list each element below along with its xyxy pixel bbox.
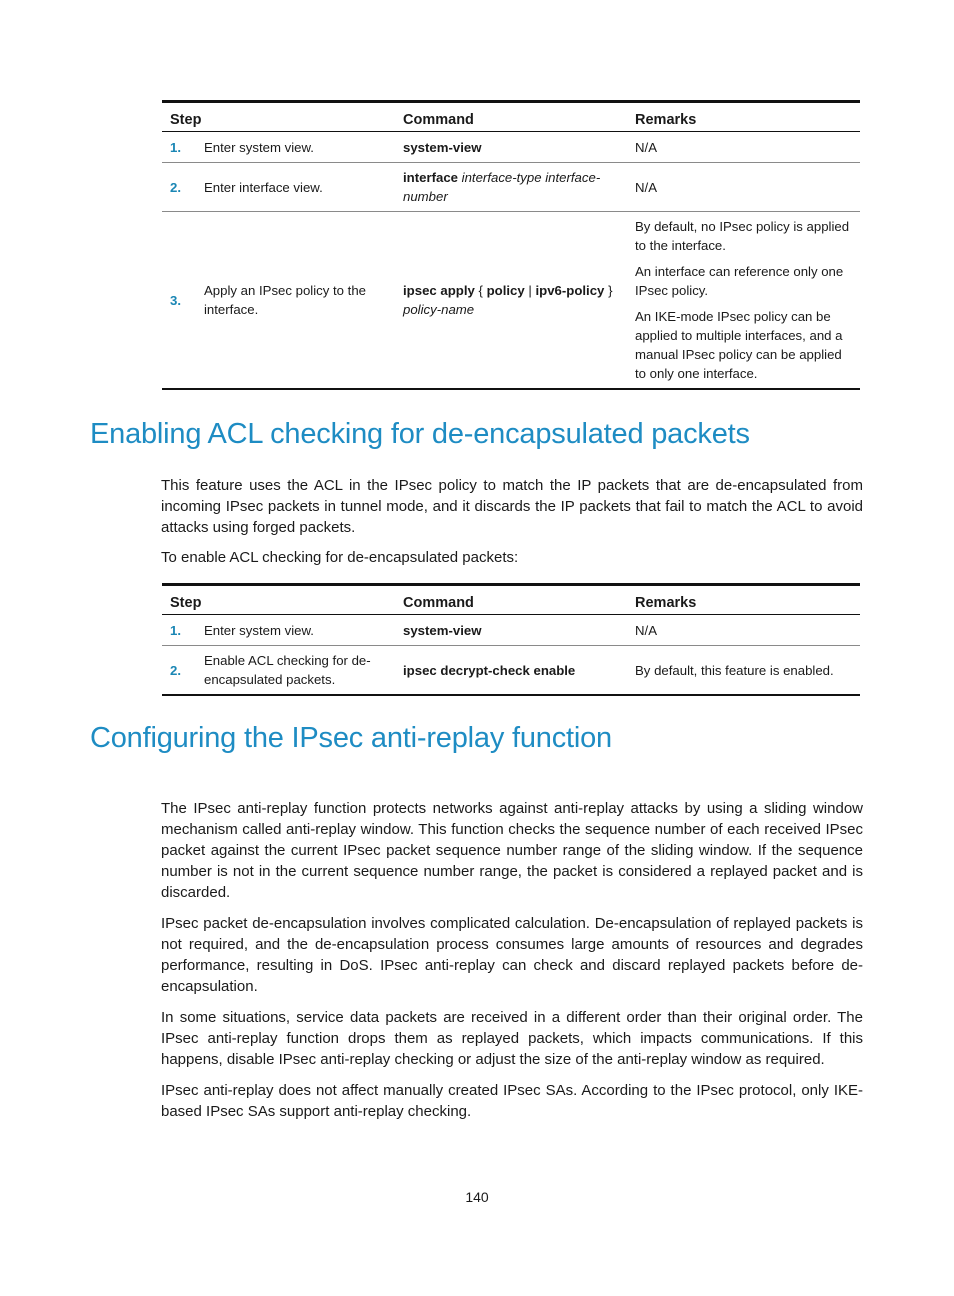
ipsec-apply-steps-table <box>162 100 860 390</box>
header-step: Step <box>162 102 395 132</box>
header-command: Command <box>395 102 627 132</box>
step-number: 1. <box>162 132 196 163</box>
table-row <box>162 212 860 390</box>
step-description: Enter system view. <box>196 132 395 163</box>
command-keyword: system-view <box>403 622 482 638</box>
step-command <box>395 132 627 163</box>
step-command <box>395 163 627 212</box>
step-number: 3. <box>162 212 196 390</box>
command-keyword: system-view <box>403 139 482 155</box>
table-header-row <box>162 102 860 132</box>
command-keyword: interface <box>403 170 458 185</box>
step-command <box>395 615 627 646</box>
command-keyword: policy <box>486 283 525 298</box>
page-number: 140 <box>465 1189 489 1205</box>
step-number: 1. <box>162 615 196 646</box>
body-paragraph: IPsec packet de-encapsulation involves complicated calculation. De-encapsulation of replayed packets is not required, and the de-encapsulation process consumes large amounts of resources and degrades performance, resulting in DoS. IPsec anti-replay can check and discard replayed packets before de-encapsulation. <box>161 915 863 995</box>
table-row <box>162 646 860 696</box>
acl-check-steps-table <box>162 583 860 696</box>
body-paragraph: To enable ACL checking for de-encapsulated packets: <box>161 549 519 566</box>
step-description: Apply an IPsec policy to the interface. <box>196 212 395 390</box>
table-row <box>162 132 860 163</box>
header-step: Step <box>162 585 395 615</box>
command-pipe: | <box>528 283 532 298</box>
step-number: 2. <box>162 646 196 696</box>
command-keyword: ipsec apply <box>403 283 475 298</box>
remark-text: An IKE-mode IPsec policy can be applied to multiple interfaces, and a manual IPsec policy can be applied to only one interface. <box>635 309 843 381</box>
table-row <box>162 163 860 212</box>
table-row <box>162 615 860 646</box>
step-description: Enter interface view. <box>196 163 395 212</box>
remark-text: An interface can reference only one IPsec policy. <box>635 264 844 298</box>
body-paragraph: The IPsec anti-replay function protects networks against anti-replay attacks by using a sliding window mechanism called anti-replay window. This function checks the sequence number of each received IPsec packet against the current IPsec packet sequence number range of the sliding window. If the sequence number is not in the current sequence number range, the packet is considered a replayed packet and is discarded. <box>161 800 863 901</box>
header-remarks: Remarks <box>627 585 860 615</box>
remark-text: By default, no IPsec policy is applied to the interface. <box>635 219 850 253</box>
command-argument: interface-type interface-number <box>403 170 601 204</box>
body-paragraph: This feature uses the ACL in the IPsec policy to match the IP packets that are de-encapsulated from incoming IPsec packets in tunnel mode, and it discards the IP packets that fail to match the ACL to avoid attacks using forged packets. <box>161 477 863 536</box>
command-keyword: ipv6-policy <box>535 283 605 298</box>
body-paragraph: IPsec anti-replay does not affect manually created IPsec SAs. According to the IPsec protocol, only IKE-based IPsec SAs support anti-replay checking. <box>161 1082 863 1120</box>
step-remarks: By default, this feature is enabled. <box>627 646 860 696</box>
table-header-row <box>162 585 860 615</box>
step-remarks: N/A <box>627 132 860 163</box>
command-keyword: ipsec decrypt-check enable <box>403 662 576 678</box>
step-description: Enter system view. <box>196 615 395 646</box>
step-command <box>395 646 627 696</box>
header-command: Command <box>395 585 627 615</box>
command-argument: policy-name <box>403 302 475 317</box>
command-brace-open: { <box>478 283 483 298</box>
command-brace-close: } <box>608 283 613 298</box>
step-remarks: N/A <box>627 163 860 212</box>
step-command <box>395 212 627 390</box>
step-remarks: N/A <box>627 615 860 646</box>
section-title-acl-checking: Enabling ACL checking for de-encapsulated packets <box>90 418 750 450</box>
body-paragraph: In some situations, service data packets are received in a different order than their original order. The IPsec anti-replay function drops them as replayed packets, which impacts communications. If this happens, disable IPsec anti-replay checking or adjust the size of the anti-replay window as required. <box>161 1009 863 1068</box>
step-number: 2. <box>162 163 196 212</box>
step-remarks <box>627 212 860 390</box>
header-remarks: Remarks <box>627 102 860 132</box>
section-title-anti-replay: Configuring the IPsec anti-replay function <box>90 722 612 754</box>
step-description: Enable ACL checking for de-encapsulated packets. <box>196 646 395 696</box>
